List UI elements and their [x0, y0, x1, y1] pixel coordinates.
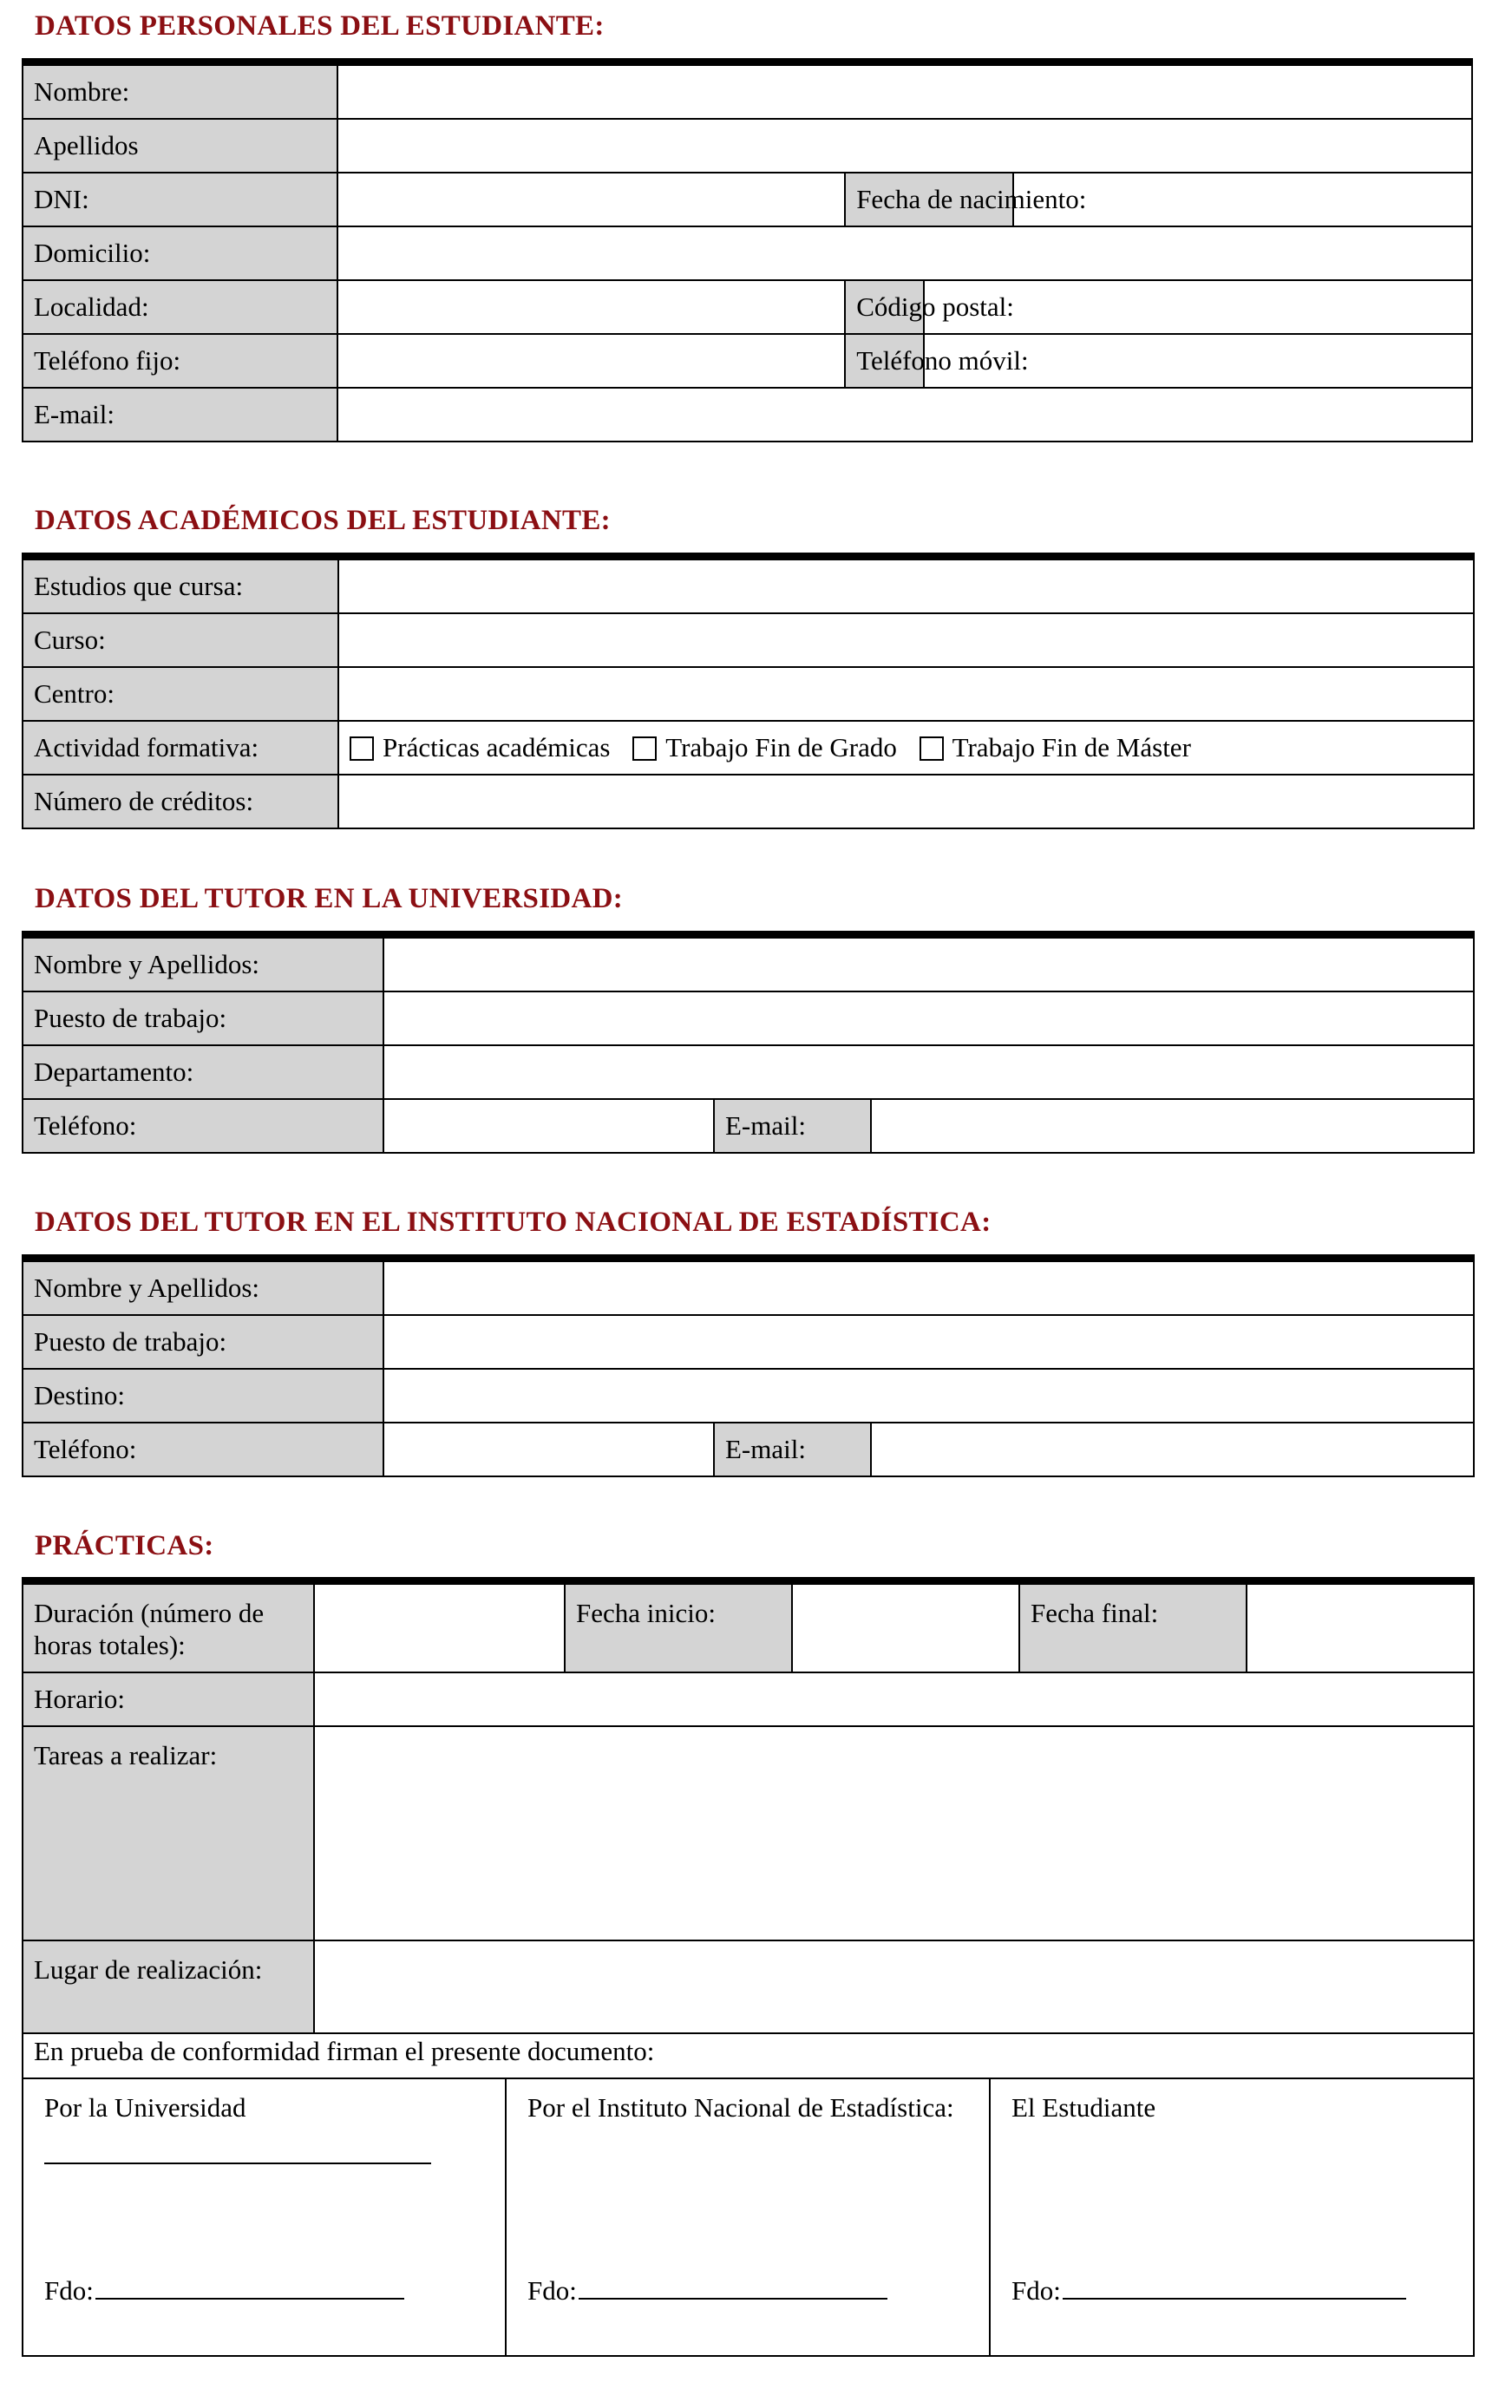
curso-field[interactable] [338, 613, 1474, 667]
student-table [22, 58, 1473, 442]
tutor-uni-email-label: E-mail: [714, 1099, 871, 1153]
email-field[interactable] [337, 388, 1472, 442]
actividad-options [338, 721, 1474, 775]
fdo-universidad-line [95, 2297, 404, 2300]
tutor-ine-table [22, 1254, 1475, 1477]
centro-field[interactable] [338, 667, 1474, 721]
universidad-name-line [44, 2163, 431, 2164]
nombre-field[interactable] [337, 62, 1472, 120]
fecha-nacimiento-label: Fecha de nacimiento: [845, 173, 1013, 226]
signature-intro: En prueba de conformidad firman el presente documento: [23, 2025, 1474, 2078]
horario-field[interactable] [314, 1672, 1474, 1726]
section-heading-tutor-uni: DATOS DEL TUTOR EN LA UNIVERSIDAD: [35, 883, 624, 914]
option-tfg-label: Trabajo Fin de Grado [665, 732, 897, 762]
tutor-ine-telefono-label: Teléfono: [23, 1423, 383, 1476]
signature-estudiante-cell[interactable] [990, 2078, 1474, 2356]
checkbox-tfg[interactable] [632, 736, 657, 761]
tutor-ine-destino-label: Destino: [23, 1369, 383, 1423]
tutor-uni-telefono-label: Teléfono: [23, 1099, 383, 1153]
fdo-estudiante-line [1063, 2297, 1406, 2300]
fdo-ine [527, 2275, 887, 2307]
tutor-ine-telefono-field[interactable] [383, 1423, 714, 1476]
option-tfm[interactable] [920, 732, 1191, 762]
signature-ine-cell[interactable] [506, 2078, 990, 2356]
tutor-uni-email-field[interactable] [871, 1099, 1474, 1153]
fdo-ine-line [579, 2297, 887, 2300]
option-tfg[interactable] [632, 732, 897, 762]
tutor-uni-departamento-field[interactable] [383, 1045, 1474, 1099]
tutor-uni-nombre-label: Nombre y Apellidos: [23, 935, 383, 992]
curso-label: Curso: [23, 613, 338, 667]
centro-label: Centro: [23, 667, 338, 721]
localidad-field[interactable] [337, 280, 845, 334]
fecha-final-label: Fecha final: [1019, 1581, 1247, 1673]
creditos-field[interactable] [338, 775, 1474, 828]
duracion-field[interactable] [314, 1581, 565, 1673]
tutor-ine-email-label: E-mail: [714, 1423, 871, 1476]
signature-ine-label: Por el Instituto Nacional de Estadística: [527, 2092, 954, 2123]
option-practicas-label: Prácticas académicas [383, 732, 611, 762]
domicilio-label: Domicilio: [23, 226, 337, 280]
dni-label: DNI: [23, 173, 337, 226]
signature-estudiante-label: El Estudiante [1011, 2092, 1156, 2123]
telefono-movil-label: Teléfono móvil: [845, 334, 924, 388]
fdo-estudiante [1011, 2275, 1406, 2307]
tutor-ine-destino-field[interactable] [383, 1369, 1474, 1423]
fecha-inicio-field[interactable] [792, 1581, 1019, 1673]
lugar-label: Lugar de realización: [23, 1940, 314, 2033]
practicas-table [22, 1577, 1475, 2034]
fecha-final-field[interactable] [1247, 1581, 1474, 1673]
tutor-ine-nombre-field[interactable] [383, 1259, 1474, 1316]
tutor-ine-puesto-label: Puesto de trabajo: [23, 1315, 383, 1369]
option-tfm-label: Trabajo Fin de Máster [952, 732, 1191, 762]
estudios-label: Estudios que cursa: [23, 557, 338, 614]
localidad-label: Localidad: [23, 280, 337, 334]
horario-label: Horario: [23, 1672, 314, 1726]
section-heading-student: DATOS PERSONALES DEL ESTUDIANTE: [35, 10, 605, 42]
section-heading-tutor-ine: DATOS DEL TUTOR EN EL INSTITUTO NACIONAL DE ESTADÍSTICA: [35, 1207, 992, 1238]
tutor-uni-puesto-label: Puesto de trabajo: [23, 991, 383, 1045]
academic-table [22, 553, 1475, 829]
tareas-label: Tareas a realizar: [23, 1726, 314, 1940]
email-label: E-mail: [23, 388, 337, 442]
section-heading-academic: DATOS ACADÉMICOS DEL ESTUDIANTE: [35, 505, 611, 536]
fdo-estudiante-label: Fdo: [1011, 2275, 1061, 2306]
domicilio-field[interactable] [337, 226, 1472, 280]
estudios-field[interactable] [338, 557, 1474, 614]
creditos-label: Número de créditos: [23, 775, 338, 828]
codigo-postal-label: Código postal: [845, 280, 924, 334]
nombre-label: Nombre: [23, 62, 337, 120]
actividad-label: Actividad formativa: [23, 721, 338, 775]
signature-table [22, 2025, 1475, 2357]
signature-universidad-cell[interactable] [23, 2078, 506, 2356]
option-practicas[interactable] [350, 732, 611, 762]
tutor-uni-table [22, 931, 1475, 1154]
checkbox-tfm[interactable] [920, 736, 944, 761]
fdo-ine-label: Fdo: [527, 2275, 577, 2306]
fdo-universidad-label: Fdo: [44, 2275, 94, 2306]
tareas-field[interactable] [314, 1726, 1474, 1940]
tutor-uni-nombre-field[interactable] [383, 935, 1474, 992]
tutor-uni-departamento-label: Departamento: [23, 1045, 383, 1099]
lugar-field[interactable] [314, 1940, 1474, 2033]
section-heading-practicas: PRÁCTICAS: [35, 1530, 214, 1561]
tutor-uni-telefono-field[interactable] [383, 1099, 714, 1153]
telefono-fijo-field[interactable] [337, 334, 845, 388]
fdo-universidad [44, 2275, 404, 2307]
dni-field[interactable] [337, 173, 845, 226]
tutor-ine-email-field[interactable] [871, 1423, 1474, 1476]
apellidos-label: Apellidos [23, 119, 337, 173]
tutor-ine-nombre-label: Nombre y Apellidos: [23, 1259, 383, 1316]
apellidos-field[interactable] [337, 119, 1472, 173]
checkbox-practicas[interactable] [350, 736, 374, 761]
signature-universidad-label: Por la Universidad [44, 2092, 246, 2123]
duracion-label: Duración (número de horas totales): [23, 1581, 314, 1673]
tutor-ine-puesto-field[interactable] [383, 1315, 1474, 1369]
fecha-inicio-label: Fecha inicio: [565, 1581, 792, 1673]
tutor-uni-puesto-field[interactable] [383, 991, 1474, 1045]
telefono-fijo-label: Teléfono fijo: [23, 334, 337, 388]
